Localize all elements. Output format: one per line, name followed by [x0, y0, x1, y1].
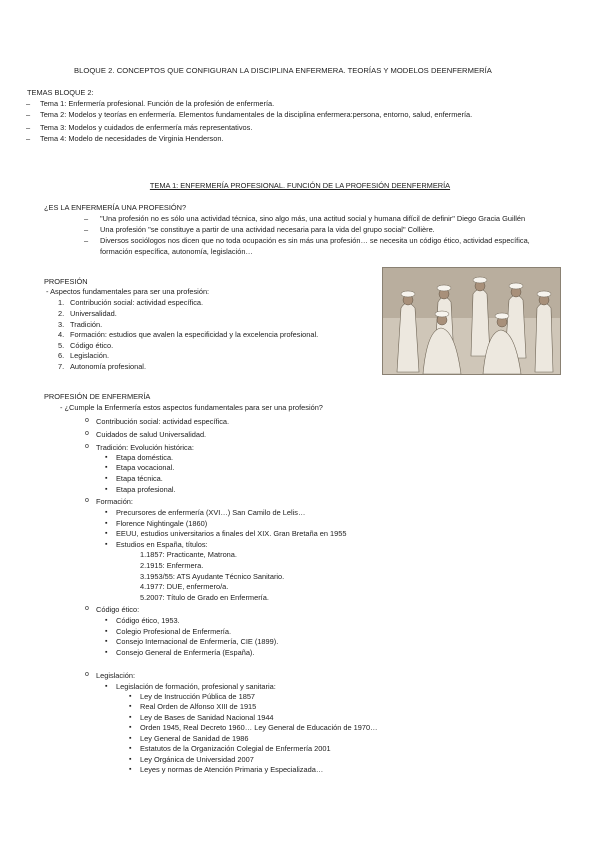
ley-item: ▪ Ley General de Sanidad de 1986: [129, 734, 249, 743]
profesion-enfermeria-sub: - ¿Cumple la Enfermería estos aspectos fundamentales para ser una profesión?: [60, 403, 323, 412]
quote-item: – "Una profesión no es sólo una actividad técnica, sino algo más, una actitud social y humana difícil de definir" Diego Gracia Guillén: [84, 214, 526, 223]
titulo-item: 5.2007: Título de Grado en Enfermería.: [140, 593, 269, 602]
ley-item: ▪ Ley Orgánica de Universidad 2007: [129, 755, 254, 764]
numbered-item: 5. Código ético.: [58, 341, 114, 350]
profesion-sub: - Aspectos fundamentales para ser una profesión:: [46, 287, 210, 296]
bullet-item: ▪ Código ético, 1953.: [105, 616, 180, 625]
titulo-item: 1.1857: Practicante, Matrona.: [140, 550, 237, 559]
bullet-item: ▪ Etapa profesional.: [105, 485, 176, 494]
bullet-item: ▪ Etapa doméstica.: [105, 453, 174, 462]
numbered-item: 7. Autonomía profesional.: [58, 362, 147, 371]
bullet-item: ▪ Precursores de enfermería (XVI…) San Camilo de Lelis…: [105, 508, 306, 517]
ley-item: ▪ Ley de Instrucción Pública de 1857: [129, 692, 256, 701]
tema-item: – Tema 2: Modelos y teorías en enfermería. Elementos fundamentales de la disciplina enfermera:persona, entorno, salud, enfermería.: [26, 110, 473, 119]
question-heading: ¿ES LA ENFERMERÍA UNA PROFESIÓN?: [44, 203, 187, 212]
numbered-item: 1. Contribución social: actividad específica.: [58, 298, 204, 307]
ley-item: ▪ Ley de Bases de Sanidad Nacional 1944: [129, 713, 274, 722]
nurses-photo: [382, 267, 561, 375]
bullet-item: ▪ Colegio Profesional de Enfermería.: [105, 627, 232, 636]
ley-item: ▪ Leyes y normas de Atención Primaria y Especializada…: [129, 765, 324, 774]
aspect-item: o Código ético:: [85, 605, 140, 614]
tema-item: – Tema 1: Enfermería profesional. Función de la profesión de enfermería.: [26, 99, 275, 108]
bullet-item: ▪ Etapa técnica.: [105, 474, 163, 483]
quote-item: – Diversos sociólogos nos dicen que no toda ocupación es sin más una profesión… se necesita un código ético, actividad específica,: [84, 236, 530, 245]
quote-item-continuation: formación específica, autonomía, legislación…: [100, 247, 253, 256]
titulo-item: 3.1953/55: ATS Ayudante Técnico Sanitario.: [140, 572, 285, 581]
aspect-item: o Legislación:: [85, 671, 136, 680]
titulo-item: 4.1977: DUE, enfermero/a.: [140, 582, 229, 591]
numbered-item: 6. Legislación.: [58, 351, 110, 360]
numbered-item: 4. Formación: estudios que avalen la especificidad y la excelencia profesional.: [58, 330, 319, 339]
aspect-item: o Formación:: [85, 497, 133, 506]
bullet-item: ▪ Etapa vocacional.: [105, 463, 175, 472]
bullet-item: ▪ EEUU, estudios universitarios a finales del XIX. Gran Bretaña en 1955: [105, 529, 347, 538]
ley-item: ▪ Real Orden de Alfonso XIII de 1915: [129, 702, 257, 711]
quote-item: – Una profesión "se constituye a partir de una actividad necesaria para la vida del grupo social" Collière.: [84, 225, 435, 234]
bullet-item: ▪ Florence Nightingale (1860): [105, 519, 208, 528]
profesion-enfermeria-heading: PROFESIÓN DE ENFERMERÍA: [44, 392, 151, 401]
bullet-item: ▪ Consejo Internacional de Enfermería, CIE (1899).: [105, 637, 279, 646]
bullet-item: ▪ Estudios en España, títulos:: [105, 540, 208, 549]
bullet-item: ▪ Legislación de formación, profesional y sanitaria:: [105, 682, 276, 691]
ley-item: ▪ Estatutos de la Organización Colegial de Enfermería 2001: [129, 744, 331, 753]
ley-item: ▪ Orden 1945, Real Decreto 1960… Ley General de Educación de 1970…: [129, 723, 378, 732]
document-title: BLOQUE 2. CONCEPTOS QUE CONFIGURAN LA DISCIPLINA ENFERMERA. TEORÍAS Y MODELOS DEENFERMERÍA: [74, 66, 492, 75]
tema-item: – Tema 3: Modelos y cuidados de enfermería más representativos.: [26, 123, 253, 132]
profesion-heading: PROFESIÓN: [44, 277, 88, 286]
numbered-item: 3. Tradición.: [58, 320, 103, 329]
tema1-heading: TEMA 1: ENFERMERÍA PROFESIONAL. FUNCIÓN DE LA PROFESIÓN DEENFERMERÍA: [149, 181, 451, 190]
temas-heading: TEMAS BLOQUE 2:: [27, 88, 94, 97]
numbered-item: 2. Universalidad.: [58, 309, 117, 318]
aspect-item: o Cuidados de salud Universalidad.: [85, 430, 207, 439]
bullet-item: ▪ Consejo General de Enfermería (España).: [105, 648, 255, 657]
aspect-item: o Contribución social: actividad específica.: [85, 417, 230, 426]
tema-item: – Tema 4: Modelo de necesidades de Virginia Henderson.: [26, 134, 224, 143]
titulo-item: 2.1915: Enfermera.: [140, 561, 204, 570]
aspect-item: o Tradición: Evolución histórica:: [85, 443, 194, 452]
